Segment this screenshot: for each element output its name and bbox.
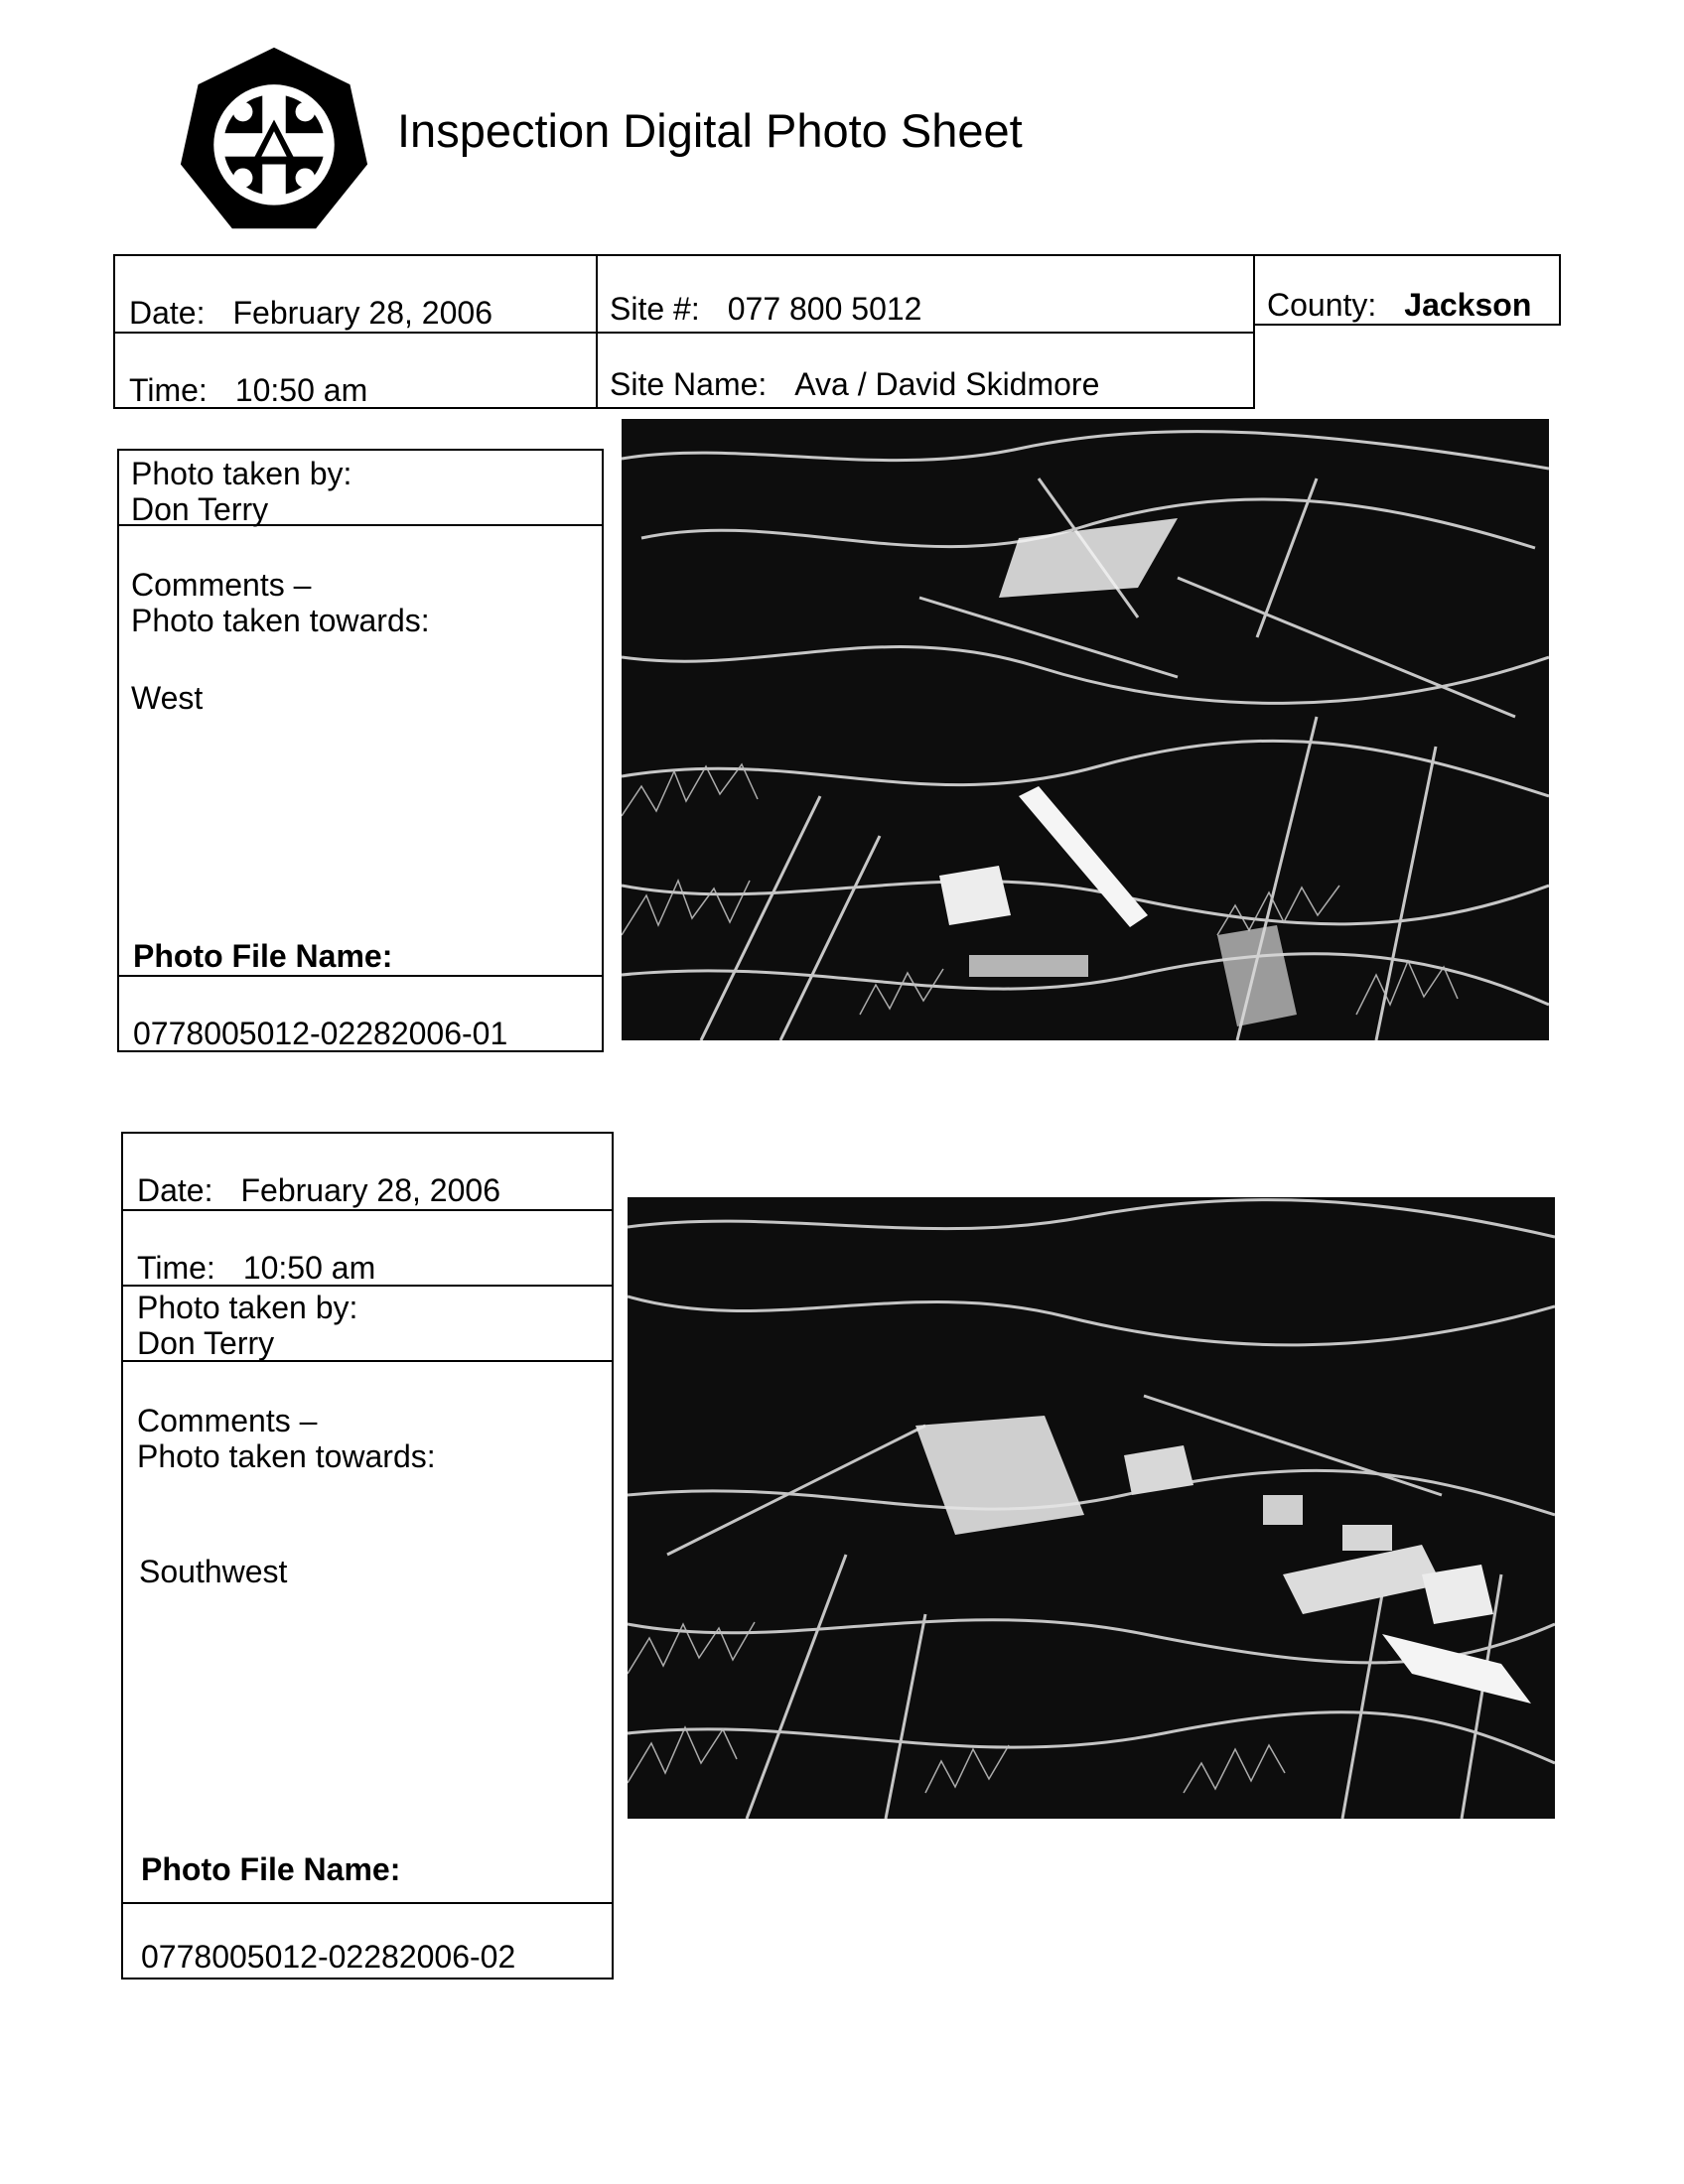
time-label: Time: <box>129 372 208 408</box>
photo2-date-field <box>137 1171 500 1209</box>
photo2-time-value: 10:50 am <box>242 1250 376 1286</box>
photo2-towards-label: Photo taken towards: <box>137 1438 436 1474</box>
photo1-towards-label: Photo taken towards: <box>131 603 430 638</box>
photo2-taken-by-value: Don Terry <box>137 1325 275 1361</box>
photo1-direction: West <box>131 680 204 716</box>
photo2-file-name-value: 0778005012-02282006-02 <box>141 1939 516 1975</box>
page-title: Inspection Digital Photo Sheet <box>397 104 1023 157</box>
site-number-value: 077 800 5012 <box>727 291 922 327</box>
photo2-comments-label: Comments – <box>137 1403 318 1438</box>
photo2-taken-by-label: Photo taken by: <box>137 1290 358 1325</box>
site-photo-1 <box>622 419 1549 1040</box>
photo1-taken-by-value: Don Terry <box>131 491 269 527</box>
date-field <box>129 294 492 332</box>
photo1-comments-label: Comments – <box>131 567 312 603</box>
date-label: Date: <box>129 295 206 331</box>
site-name-field <box>610 365 1099 403</box>
photo2-date-label: Date: <box>137 1172 213 1208</box>
photo1-file-name-value: 0778005012-02282006-01 <box>133 1016 508 1051</box>
photo2-file-name-label: Photo File Name: <box>141 1851 401 1887</box>
date-value: February 28, 2006 <box>232 295 492 331</box>
photo2-date-value: February 28, 2006 <box>240 1172 500 1208</box>
photo2-time-label: Time: <box>137 1250 215 1286</box>
county-field <box>1267 286 1531 324</box>
county-label: County: <box>1267 287 1377 323</box>
photo2-direction: Southwest <box>139 1554 288 1589</box>
county-value: Jackson <box>1404 287 1532 323</box>
site-name-value: Ava / David Skidmore <box>794 366 1100 402</box>
site-number-label: Site #: <box>610 291 700 327</box>
photo2-time-field <box>137 1249 375 1287</box>
time-value: 10:50 am <box>234 372 368 408</box>
agency-logo-icon <box>177 44 371 238</box>
site-name-label: Site Name: <box>610 366 768 402</box>
site-number-field <box>610 290 921 328</box>
photo1-file-name-label: Photo File Name: <box>133 938 393 974</box>
site-photo-2 <box>628 1197 1555 1819</box>
time-field <box>129 371 367 409</box>
photo1-taken-by-label: Photo taken by: <box>131 456 352 491</box>
